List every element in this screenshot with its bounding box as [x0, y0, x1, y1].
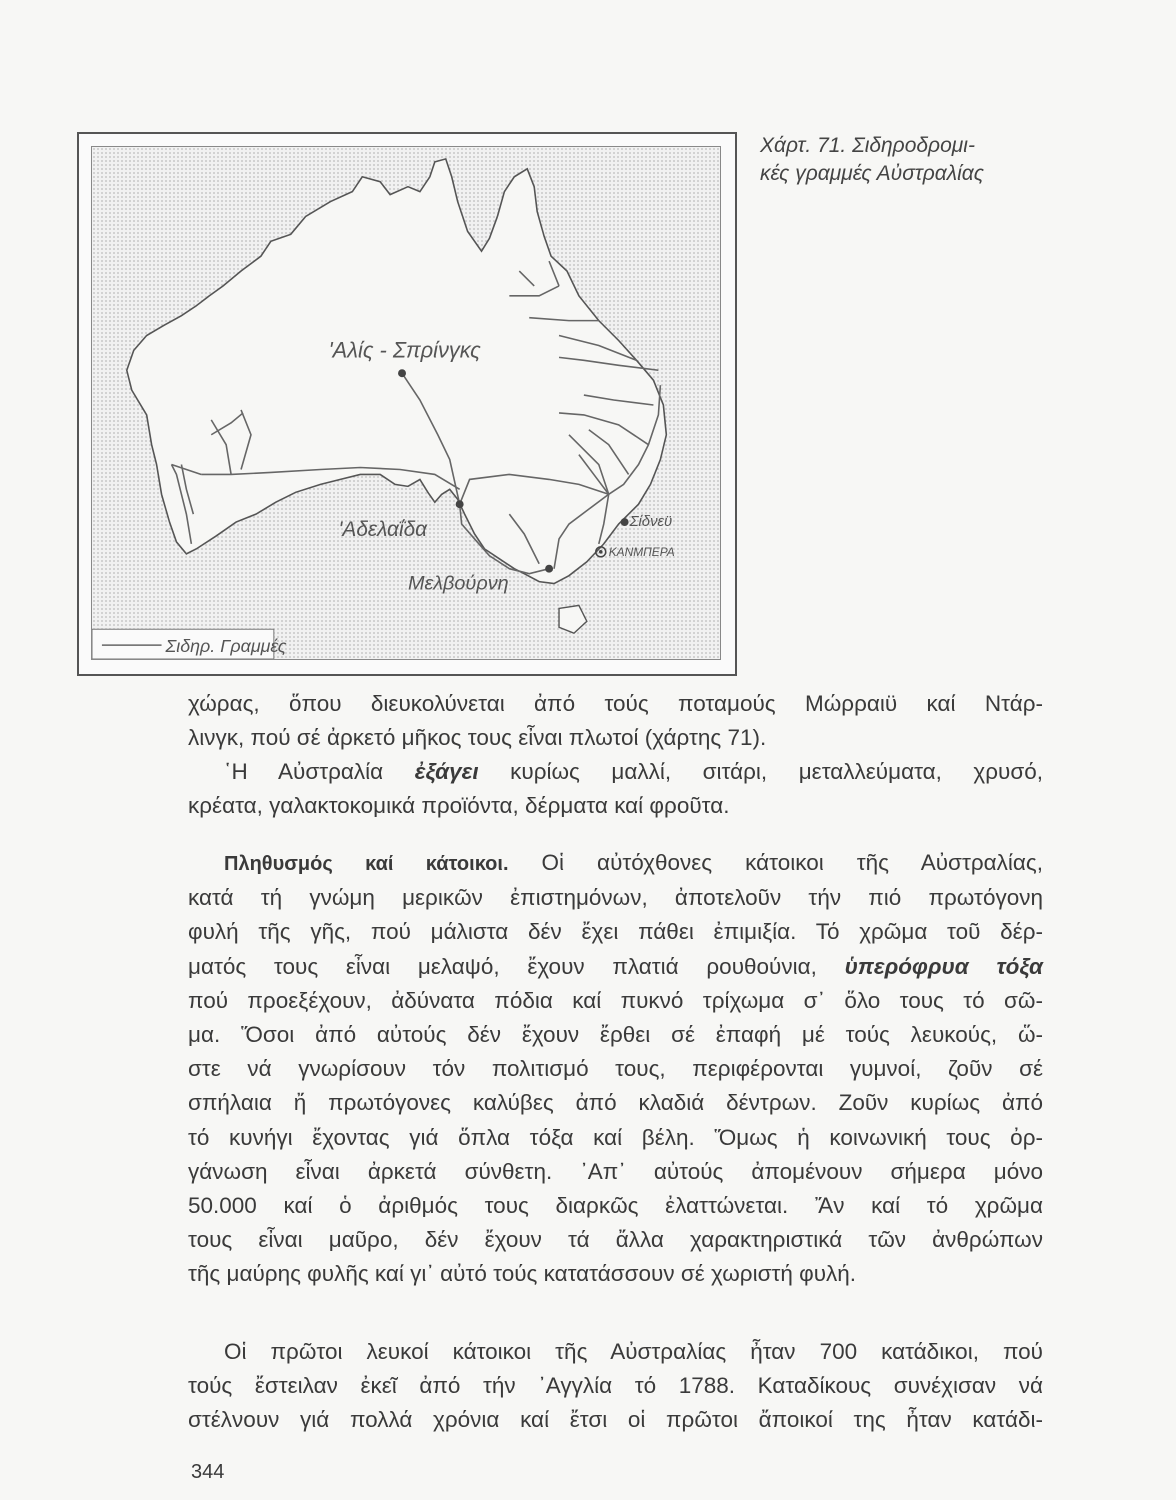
- text-line: φυλή τῆς γῆς, πού μάλιστα δέν ἔχει πάθει ἐπιμιξία. Τό χρῶμα τοῦ δέρ-: [188, 919, 1043, 945]
- legend-label: Σιδηρ. Γραμμές: [165, 636, 287, 657]
- map-figure: [77, 132, 737, 676]
- text-line: κρέατα, γαλακτοκομικά προϊόντα, δέρματα καί φροῦτα.: [188, 793, 730, 819]
- text-line: στε νά γνωρίσουν τόν πολιτισμό τους, περιφέρονται γυμνοί, ζοῦν σέ: [188, 1056, 1043, 1082]
- text-line: τούς ἔστειλαν ἐκεῖ ἀπό τήν ᾿Αγγλία τό 1788. Καταδίκους συνέχισαν νά: [188, 1373, 1043, 1399]
- text-line: ματός τους εἶναι μελαψό, ἔχουν πλατιά ρουθούνια, ὑπερόφρυα τόξα: [188, 953, 1043, 979]
- text-line: κατά τή γνώμη μερικῶν ἐπιστημόνων, ἀποτελοῦν τήν πιό πρωτόγονη: [188, 885, 1043, 911]
- text-line: μα. Ὅσοι ἀπό αὐτούς δέν ἔχουν ἔρθει σέ ἐπαφή μέ τούς λευκούς, ὥ-: [188, 1022, 1043, 1048]
- keyword-exports: ἐξάγει: [414, 759, 479, 784]
- paragraph: [188, 755, 1043, 823]
- text-line: χώρας, ὅπου διευκολύνεται ἀπό τούς ποταμούς Μώρραιϋ καί Ντάρ-: [188, 691, 1043, 716]
- text-line: λινγκ, πού σέ ἀρκετό μῆκος τους εἶναι πλωτοί (χάρτης 71).: [188, 725, 767, 751]
- railway-map: [91, 146, 721, 660]
- text-line: πού προεξέχουν, ἀδύνατα πόδια καί πυκνό τρίχωμα σ᾿ ὅλο τους τό σῶ-: [188, 987, 1043, 1013]
- label-melbourne: Μελβούρνη: [407, 572, 509, 595]
- section-heading: Πληθυσμός καί κάτοικοι.: [224, 853, 509, 875]
- label-alice-springs: 'Αλίς - Σπρίνγκς: [328, 337, 481, 363]
- text-line: τους εἶναι μαῦρο, δέν ἔχουν τά ἄλλα χαρακτηριστικά τῶν ἀνθρώπων: [188, 1227, 1043, 1253]
- text-line: Πληθυσμός καί κάτοικοι. Οἱ αὐτόχθονες κάτοικοι τῆς Αὐστραλίας,: [224, 850, 1043, 875]
- text-line: στέλνουν γιά πολλά χρόνια καί ἔτσι οἱ πρῶτοι ἄποικοί της ἦταν κατάδι-: [188, 1407, 1043, 1433]
- caption-line: κές γραμμές Αὐστραλίας: [760, 162, 984, 185]
- map-caption: [760, 132, 1060, 188]
- label-sydney: Σίδνεϋ: [629, 514, 673, 531]
- text-line: γάνωση εἶναι ἀρκετά σύνθετη. ᾿Απ᾿ αὐτούς ἀπομένουν σήμερα μόνο: [188, 1158, 1043, 1184]
- text-line: τό κυνήγι ἔχοντας γιά ὅπλα τόξα καί βέλη. Ὅμως ἡ κοινωνική τους ὀρ-: [188, 1124, 1043, 1150]
- adelaide-dot: [456, 500, 464, 508]
- sydney-dot: [621, 518, 629, 526]
- page-number: 344: [191, 1461, 225, 1483]
- alice-springs-dot: [398, 369, 406, 377]
- caption-line: Χάρτ. 71. Σιδηροδρομι-: [760, 134, 975, 157]
- label-adelaide: 'Αδελαΐδα: [338, 517, 428, 541]
- australia-map-drawing: [92, 147, 720, 659]
- text-line: τῆς μαύρης φυλῆς καί γι᾿ αὐτό τούς κατατάσσουν σέ χωριστή φυλή.: [188, 1261, 857, 1287]
- paragraph: [188, 687, 1043, 755]
- label-canberra: ΚΑΝΜΠΕΡΑ: [608, 544, 675, 559]
- text-line: ῾Η Αὐστραλία ἐξάγει κυρίως μαλλί, σιτάρι, μεταλλεύματα, χρυσό,: [224, 759, 1043, 784]
- paragraph: [188, 1335, 1043, 1438]
- paragraph: [188, 846, 1043, 1292]
- keyword-brow-ridges: ὑπερόφρυα τόξα: [844, 953, 1043, 979]
- text-line: Οἱ πρῶτοι λευκοί κάτοικοι τῆς Αὐστραλίας ἦταν 700 κατάδικοι, πού: [224, 1339, 1043, 1364]
- text-line: 50.000 καί ὁ ἀριθμός τους διαρκῶς ἐλαττώνεται. Ἄν καί τό χρῶμα: [188, 1193, 1043, 1219]
- text-line: σπήλαια ἤ πρωτόγονες καλύβες ἀπό κλαδιά δέντρων. Ζοῦν κυρίως ἀπό: [188, 1090, 1043, 1116]
- tasmania-outline: [559, 605, 587, 633]
- melbourne-dot: [545, 565, 553, 573]
